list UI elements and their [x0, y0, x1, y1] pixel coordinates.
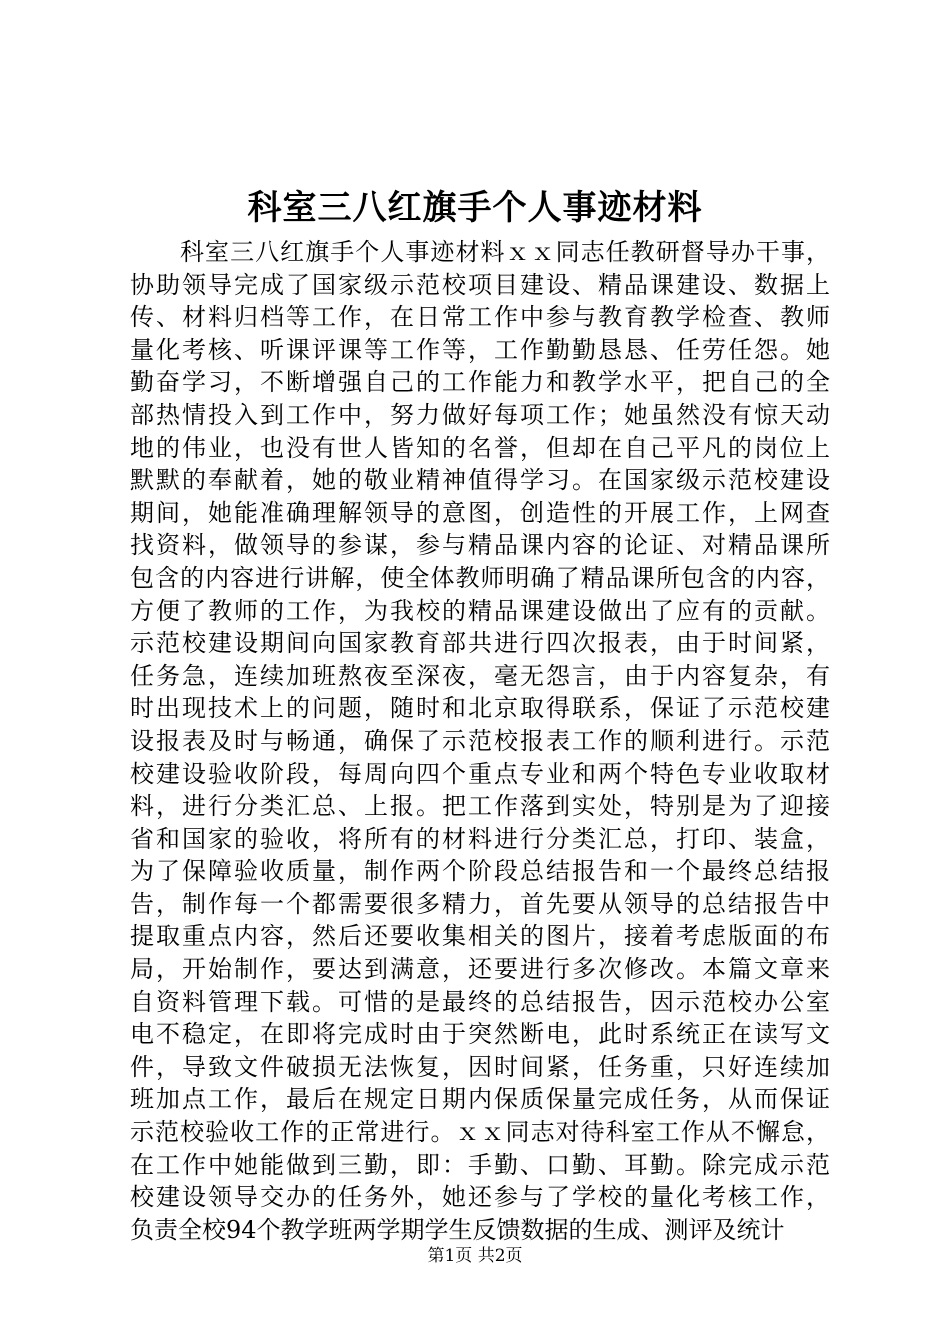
body-line: 电不稳定，在即将完成时由于突然断电，此时系统正在读写文 [130, 1020, 830, 1049]
body-line: 传、材料归档等工作，在日常工作中参与教育教学检查、教师 [130, 303, 830, 332]
body-line: 任务急，连续加班熬夜至深夜，毫无怨言，由于内容复杂，有 [130, 661, 830, 690]
body-line: 设报表及时与畅通，确保了示范校报表工作的顺利进行。示范 [130, 726, 830, 755]
body-line: 部热情投入到工作中，努力做好每项工作；她虽然没有惊天动 [130, 400, 830, 429]
body-line: 协助领导完成了国家级示范校项目建设、精品课建设、数据上 [130, 270, 830, 299]
body-line: 示范校建设期间向国家教育部共进行四次报表，由于时间紧， [130, 629, 830, 658]
body-line: 量化考核、听课评课等工作等，工作勤勤恳恳、任劳任怨。她 [130, 335, 830, 364]
body-line: 班加点工作，最后在规定日期内保质保量完成任务，从而保证 [130, 1085, 830, 1114]
body-line: 料，进行分类汇总、上报。把工作落到实处，特别是为了迎接 [130, 792, 830, 821]
body-line: 提取重点内容，然后还要收集相关的图片，接着考虑版面的布 [130, 922, 830, 951]
body-line: 省和国家的验收，将所有的材料进行分类汇总，打印、装盒， [130, 824, 830, 853]
body-line: 勤奋学习，不断增强自己的工作能力和教学水平，把自己的全 [130, 368, 830, 397]
body-line: 告，制作每一个都需要很多精力，首先要从领导的总结报告中 [130, 889, 830, 918]
body-line: 在工作中她能做到三勤，即：手勤、口勤、耳勤。除完成示范 [130, 1150, 830, 1179]
body-line: 默默的奉献着，她的敬业精神值得学习。在国家级示范校建设 [130, 466, 830, 495]
body-line: 负责全校94个教学班两学期学生反馈数据的生成、测评及统计 [130, 1215, 785, 1244]
document-body [130, 236, 830, 1246]
document-title: 科室三八红旗手个人事迹材料 [247, 188, 703, 228]
body-line: 时出现技术上的问题，随时和北京取得联系，保证了示范校建 [130, 694, 830, 723]
body-line: 局，开始制作，要达到满意，还要进行多次修改。本篇文章来 [130, 955, 830, 984]
body-line: 校建设验收阶段，每周向四个重点专业和两个特色专业收取材 [130, 759, 830, 788]
body-line: 方便了教师的工作，为我校的精品课建设做出了应有的贡献。 [130, 596, 830, 625]
body-line: 示范校验收工作的正常进行。ｘｘ同志对待科室工作从不懈怠， [130, 1118, 830, 1147]
body-line: 件，导致文件破损无法恢复，因时间紧，任务重，只好连续加 [130, 1052, 830, 1081]
page-footer [0, 1244, 950, 1268]
body-line: 找资料，做领导的参谋，参与精品课内容的论证、对精品课所 [130, 531, 830, 560]
page-indicator: 第1页 共2页 [427, 1246, 523, 1266]
body-line: 科室三八红旗手个人事迹材料ｘｘ同志任教研督导办干事， [180, 238, 830, 266]
body-line: 为了保障验收质量，制作两个阶段总结报告和一个最终总结报 [130, 857, 830, 886]
body-line: 包含的内容进行讲解，使全体教师明确了精品课所包含的内容， [130, 563, 830, 592]
body-line: 自资料管理下载。可惜的是最终的总结报告，因示范校办公室 [130, 987, 830, 1016]
body-line: 地的伟业，也没有世人皆知的名誉，但却在自己平凡的岗位上 [130, 433, 830, 462]
body-line: 校建设领导交办的任务外，她还参与了学校的量化考核工作， [130, 1183, 830, 1212]
body-line: 期间，她能准确理解领导的意图，创造性的开展工作，上网查 [130, 498, 830, 527]
